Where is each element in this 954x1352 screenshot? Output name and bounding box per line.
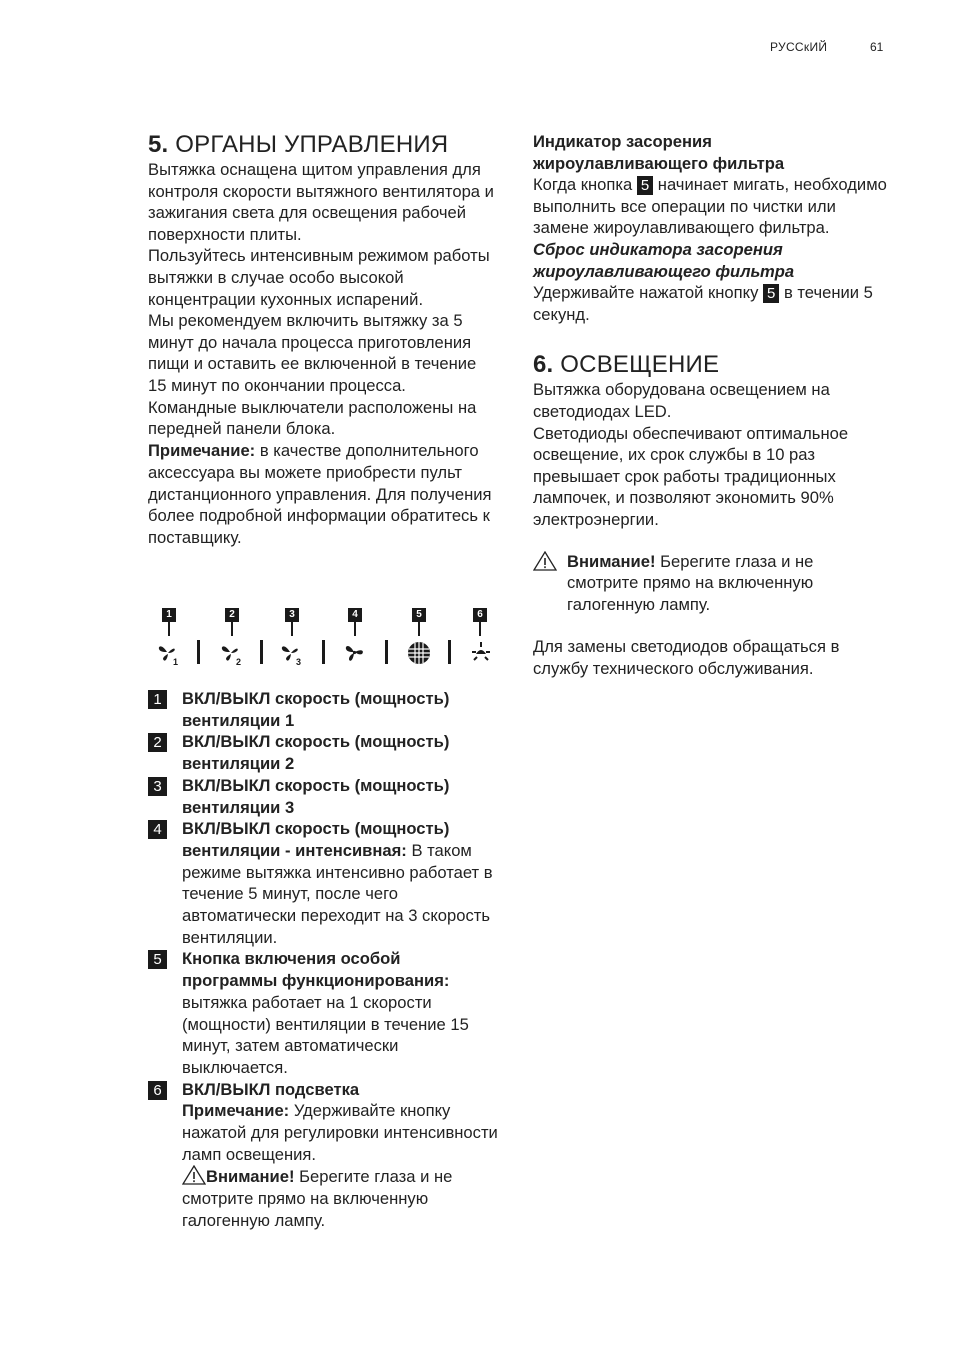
panel-label-1: 1	[162, 608, 176, 622]
panel-label-4: 4	[348, 608, 362, 622]
filter-indicator-heading: Индикатор засорения жироулавливающего фильтра	[533, 132, 785, 173]
warning-icon	[533, 551, 557, 571]
section-5-para-1: Вытяжка оснащена щитом управления для контроля скорости вытяжного вентилятора и зажигания света для освещения рабочей поверхности плиты.	[148, 160, 494, 244]
section-5-para-3: Мы рекомендуем включить вытяжку за 5 минут до начала процесса приготовления пищи и оставить ее включенной в течение 15 минут по окончании процесса.	[148, 311, 477, 395]
text: начинает мигать, необходимо выполнить все операции по чистки или замене жироулавливающего фильтра.	[533, 175, 887, 238]
panel-separator	[385, 640, 388, 664]
button-5-badge: 5	[637, 176, 653, 195]
warning-label: Внимание!	[206, 1167, 295, 1187]
legend-item-2	[148, 731, 498, 774]
section-5-para-4: Командные выключатели расположены на передней панели блока.	[148, 397, 477, 439]
legend-item-4	[148, 818, 498, 948]
section-6-para-3: Для замены светодиодов обращаться в службу технического обслуживания.	[533, 637, 840, 678]
header-language: РУССкИЙ	[770, 40, 828, 54]
panel-tick	[418, 622, 420, 636]
section-5	[148, 131, 498, 549]
section-6-warning	[533, 551, 887, 616]
fan-speed-3-icon[interactable]	[279, 640, 305, 666]
legend-number: 6	[148, 1081, 167, 1100]
legend-number: 1	[148, 690, 167, 709]
panel-tick	[479, 622, 481, 636]
legend-item-5	[148, 948, 498, 1078]
panel-tick	[231, 622, 233, 636]
note-text: Удерживайте кнопку нажатой для регулировки интенсивности ламп освещения.	[182, 1101, 498, 1164]
light-icon[interactable]	[468, 640, 494, 666]
legend-item-1	[148, 688, 498, 731]
legend-number: 3	[148, 777, 167, 796]
panel-label-3: 3	[285, 608, 299, 622]
section-5-para-2: Пользуйтесь интенсивным режимом работы вытяжки в случае особо высокой концентрации кухонных испарений.	[148, 246, 490, 309]
fan-speed-1-icon[interactable]	[156, 640, 182, 666]
fan-speed-2-icon[interactable]	[219, 640, 245, 666]
fan-intensive-icon[interactable]	[342, 640, 368, 666]
page-number: 61	[870, 40, 884, 54]
legend-number: 2	[148, 733, 167, 752]
note-label: Примечание:	[182, 1101, 290, 1121]
note-text: в качестве дополнительного аксессуара вы можете приобрести пульт дистанционного управления. Для получения более подробной информации обратитесь к поставщику.	[148, 440, 492, 548]
legend-title: ВКЛ/ВЫКЛ скорость (мощность) вентиляции - интенсивная:	[182, 819, 450, 860]
text: Удерживайте нажатой кнопку	[533, 283, 764, 303]
section-5-title-text: ОРГАНЫ УПРАВЛЕНИЯ	[175, 131, 449, 158]
controls-legend	[148, 688, 498, 1232]
panel-tick	[168, 622, 170, 636]
control-panel-figure	[148, 606, 498, 668]
panel-separator	[322, 640, 325, 664]
grid-filter-icon[interactable]	[406, 640, 432, 666]
panel-label-5: 5	[412, 608, 426, 622]
legend-title: Кнопка включения особой программы функционирования:	[182, 949, 450, 991]
warning-label: Внимание!	[567, 551, 656, 571]
legend-number: 5	[148, 950, 167, 969]
warning-text: Берегите глаза и не смотрите прямо на включенную галогенную лампу.	[182, 1167, 453, 1230]
panel-separator	[260, 640, 263, 664]
section-5-title	[148, 131, 498, 159]
panel-tick	[354, 622, 356, 636]
panel-tick	[291, 622, 293, 636]
panel-separator	[448, 640, 451, 664]
filter-reset-heading: Сброс индикатора засорения жироулавливающего фильтра	[533, 239, 795, 281]
panel-label-2: 2	[225, 608, 239, 622]
section-6-number: 6.	[533, 351, 554, 379]
legend-title: ВКЛ/ВЫКЛ скорость (мощность) вентиляции 1	[182, 689, 450, 730]
text: в течении 5 секунд.	[533, 283, 873, 324]
section-6-para-2: Светодиоды обеспечивают оптимальное освещение, их срок службы в 10 раз превышает срок работы традиционных лампочек, и позволяют экономить 90% электроэнергии.	[533, 423, 849, 529]
legend-6-note	[182, 1100, 498, 1165]
legend-text: вытяжка работает на 1 скорости (мощности) вентиляции в течение 15 минут, затем автоматически выключается.	[182, 992, 469, 1077]
legend-6-warning	[182, 1165, 498, 1231]
right-column	[533, 131, 887, 679]
button-5-badge: 5	[763, 284, 779, 303]
text: Когда кнопка	[533, 175, 637, 195]
legend-number: 4	[148, 820, 167, 839]
section-6-para-1: Вытяжка оборудована освещением на светодиодах LED.	[533, 380, 830, 421]
legend-title: ВКЛ/ВЫКЛ скорость (мощность) вентиляции 3	[182, 775, 450, 817]
legend-title: ВКЛ/ВЫКЛ подсветка	[182, 1079, 360, 1099]
section-5-number: 5.	[148, 131, 169, 158]
section-6-title	[533, 351, 887, 379]
filter-indicator-text	[533, 174, 887, 239]
legend-item-3	[148, 775, 498, 818]
filter-reset-text	[533, 282, 887, 325]
legend-text: В таком режиме вытяжка интенсивно работает в течение 5 минут, после чего автоматически переходит на 3 скорость вентиляции.	[182, 840, 493, 947]
warning-icon	[182, 1165, 206, 1185]
panel-label-6: 6	[473, 608, 487, 622]
section-5-note	[148, 440, 498, 550]
section-6-title-text: ОСВЕЩЕНИЕ	[560, 351, 720, 379]
note-label: Примечание:	[148, 440, 256, 460]
svg-text:1: 1	[173, 657, 179, 666]
legend-title: ВКЛ/ВЫКЛ скорость (мощность) вентиляции 2	[182, 732, 450, 774]
panel-separator	[197, 640, 200, 664]
svg-text:3: 3	[296, 657, 302, 666]
svg-text:2: 2	[236, 657, 242, 666]
legend-item-6	[148, 1079, 498, 1232]
warning-text: Берегите глаза и не смотрите прямо на включенную галогенную лампу.	[567, 551, 814, 614]
